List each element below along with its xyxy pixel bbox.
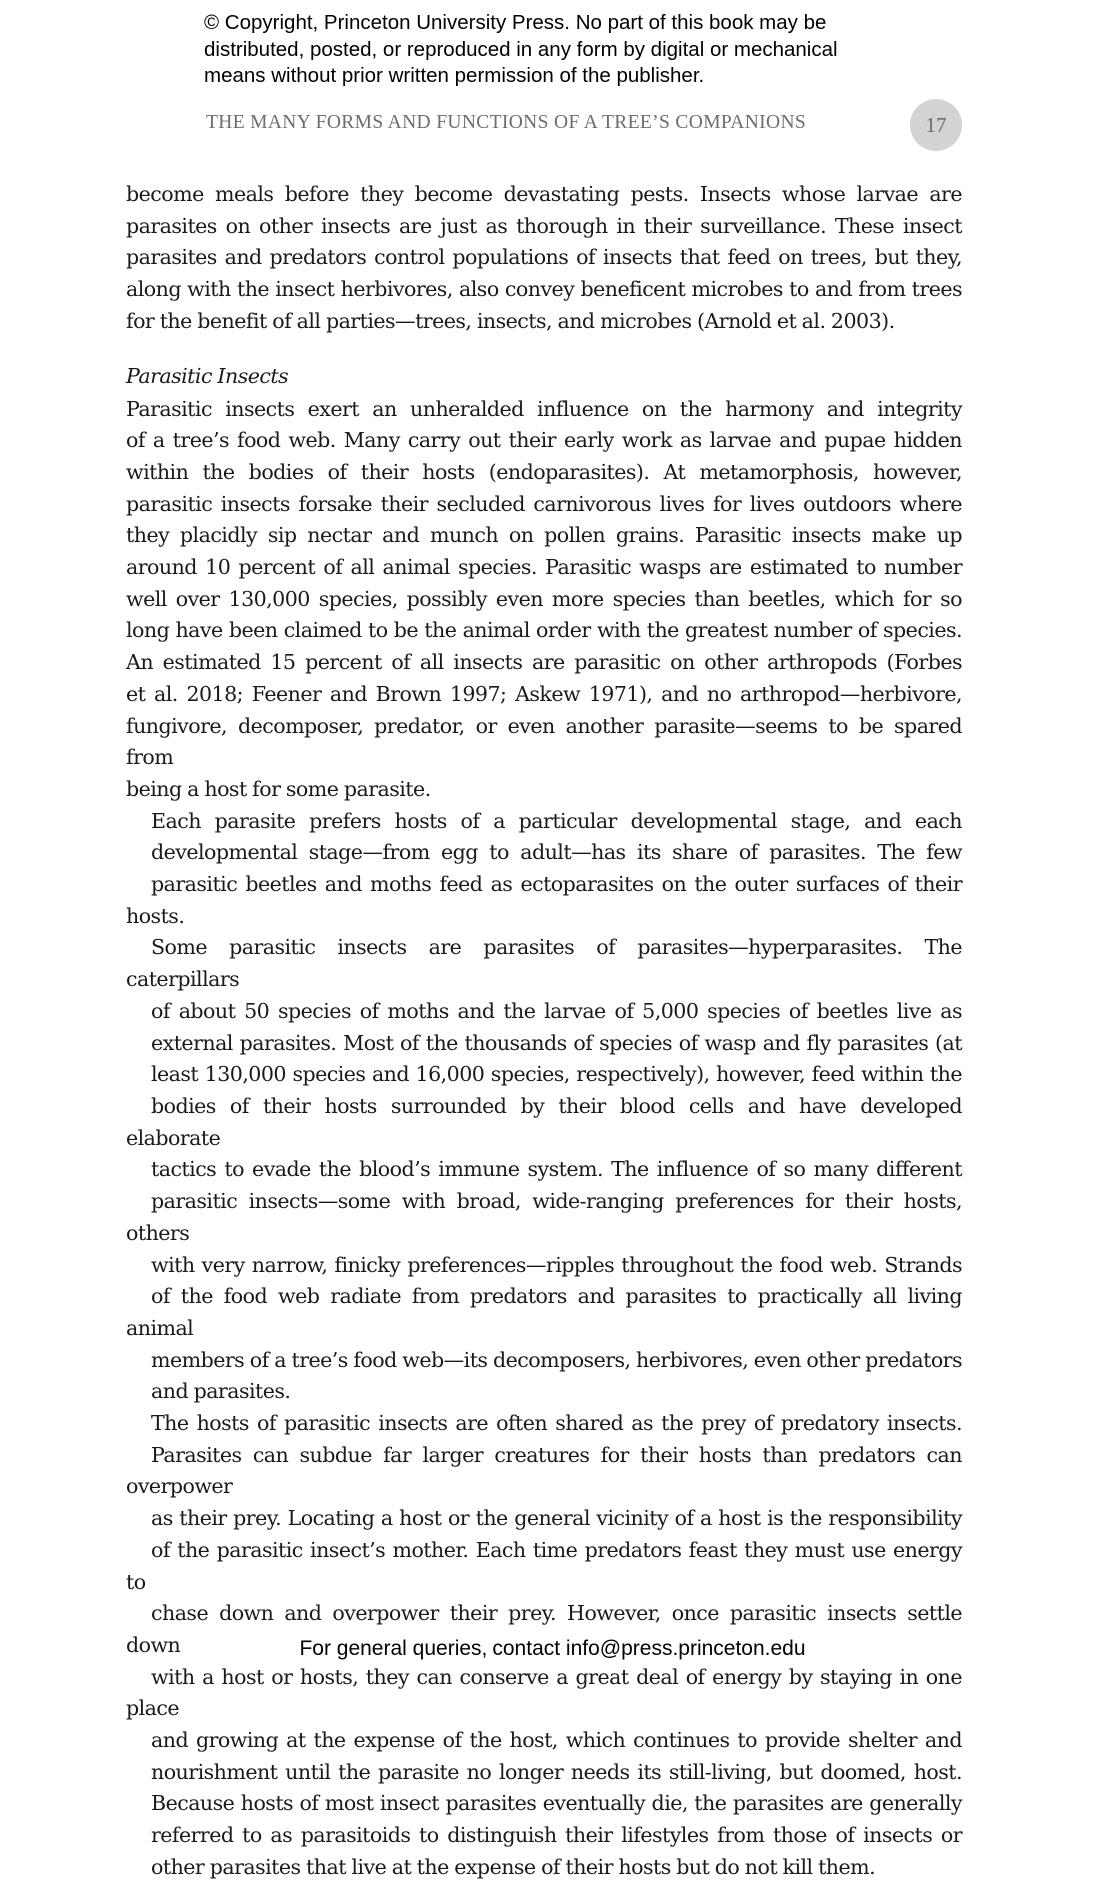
text-line: parasitic beetles and moths feed as ectoparasites on the outer surfaces of their hosts. <box>126 872 962 928</box>
text-line: members of a tree’s food web—its decomposers, herbivores, even other predators <box>151 1347 962 1372</box>
text-line: parasites and predators control populations of insects that feed on trees, but they, <box>126 245 962 270</box>
text-line: being a host for some parasite. <box>126 776 431 801</box>
text-line: for the benefit of all parties—trees, insects, and microbes (Arnold et al. 2003). <box>126 308 895 333</box>
text-line: of the food web radiate from predators and parasites to practically all living animal <box>126 1284 962 1340</box>
text-line: parasitic insects forsake their secluded carnivorous lives for lives outdoors where <box>126 491 962 516</box>
footer <box>0 1637 1100 1661</box>
text-line: of the parasitic insect’s mother. Each time predators feast they must use energy to <box>126 1537 962 1594</box>
running-head: THE MANY FORMS AND FUNCTIONS OF A TREE’S COMPANIONS <box>206 112 807 133</box>
section-heading: Parasitic Insects <box>126 363 289 388</box>
text-line: The hosts of parasitic insects are often shared as the prey of predatory insects. <box>151 1411 962 1436</box>
text-line: along with the insect herbivores, also convey beneficent microbes to and from trees <box>126 277 962 302</box>
text-line: other parasites that live at the expense of their hosts but do not kill them. <box>151 1854 876 1879</box>
page-number-badge: 17 <box>910 99 962 151</box>
continuation-paragraph <box>126 179 962 338</box>
text-line: Some parasitic insects are parasites of parasites—hyperparasites. The caterpillars <box>126 935 962 992</box>
text-line: become meals before they become devastating pests. Insects whose larvae are <box>126 182 962 206</box>
text-line: of about 50 species of moths and the larvae of 5,000 species of beetles live as <box>151 998 962 1023</box>
text-line: parasitic insects—some with broad, wide-ranging preferences for their hosts, others <box>126 1189 962 1245</box>
copyright-notice <box>204 10 924 90</box>
paragraph <box>126 394 962 806</box>
copyright-line: means without prior written permission of the publisher. <box>204 64 705 87</box>
text-line: within the bodies of their hosts (endoparasites). At metamorphosis, however, <box>126 459 962 484</box>
text-line: tactics to evade the blood’s immune system. The influence of so many different <box>151 1157 962 1182</box>
copyright-line: © Copyright, Princeton University Press. No part of this book may be <box>204 11 827 34</box>
footer-contact-link[interactable]: contact info@press.princeton.edu <box>492 1637 806 1660</box>
text-line: least 130,000 species and 16,000 species, respectively), however, feed within the <box>151 1062 962 1087</box>
text-line: long have been claimed to be the animal order with the greatest number of species. <box>126 618 962 643</box>
footer-label: For general queries, <box>299 1637 488 1660</box>
text-line: Parasites can subdue far larger creatures for their hosts than predators can overpower <box>126 1442 962 1499</box>
text-line: parasites on other insects are just as thorough in their surveillance. These insect <box>126 213 962 238</box>
text-line: they placidly sip nectar and munch on pollen grains. Parasitic insects make up <box>126 523 962 548</box>
text-line: fungivore, decomposer, predator, or even another parasite—seems to be spared from <box>126 713 962 770</box>
page-body <box>126 179 962 1884</box>
text-line: bodies of their hosts surrounded by their blood cells and have developed elaborate <box>126 1093 962 1150</box>
text-line: with very narrow, finicky preferences—ripples throughout the food web. Strands <box>151 1252 962 1277</box>
text-line: with a host or hosts, they can conserve a great deal of energy by staying in one place <box>126 1664 962 1721</box>
text-line: around 10 percent of all animal species. Parasitic wasps are estimated to number <box>126 555 962 580</box>
text-line: nourishment until the parasite no longer needs its still-living, but doomed, host. <box>151 1759 962 1784</box>
text-line: developmental stage—from egg to adult—has its share of parasites. The few <box>151 840 962 865</box>
text-line: Because hosts of most insect parasites eventually die, the parasites are generally <box>151 1791 962 1816</box>
text-line: An estimated 15 percent of all insects are parasitic on other arthropods (Forbes <box>126 650 962 675</box>
text-line: external parasites. Most of the thousands of species of wasp and fly parasites (at <box>151 1030 962 1055</box>
text-line: Each parasite prefers hosts of a particular developmental stage, and each <box>151 808 962 833</box>
text-line: well over 130,000 species, possibly even more species than beetles, which for so <box>126 586 962 611</box>
text-line: Parasitic insects exert an unheralded influence on the harmony and integrity <box>126 396 962 421</box>
text-line: referred to as parasitoids to distinguish their lifestyles from those of insects or <box>151 1823 962 1848</box>
text-line: et al. 2018; Feener and Brown 1997; Askew 1971), and no arthropod—herbivore, <box>126 681 962 706</box>
text-line: as their prey. Locating a host or the general vicinity of a host is the responsibility <box>151 1506 962 1531</box>
text-line: and parasites. <box>151 1379 291 1404</box>
copyright-line: distributed, posted, or reproduced in any form by digital or mechanical <box>204 37 838 61</box>
text-line: and growing at the expense of the host, which continues to provide shelter and <box>151 1728 962 1753</box>
text-line: chase down and overpower their prey. However, once parasitic insects settle down <box>126 1601 962 1657</box>
text-line: of a tree’s food web. Many carry out their early work as larvae and pupae hidden <box>126 428 962 453</box>
paragraph <box>126 806 962 1408</box>
